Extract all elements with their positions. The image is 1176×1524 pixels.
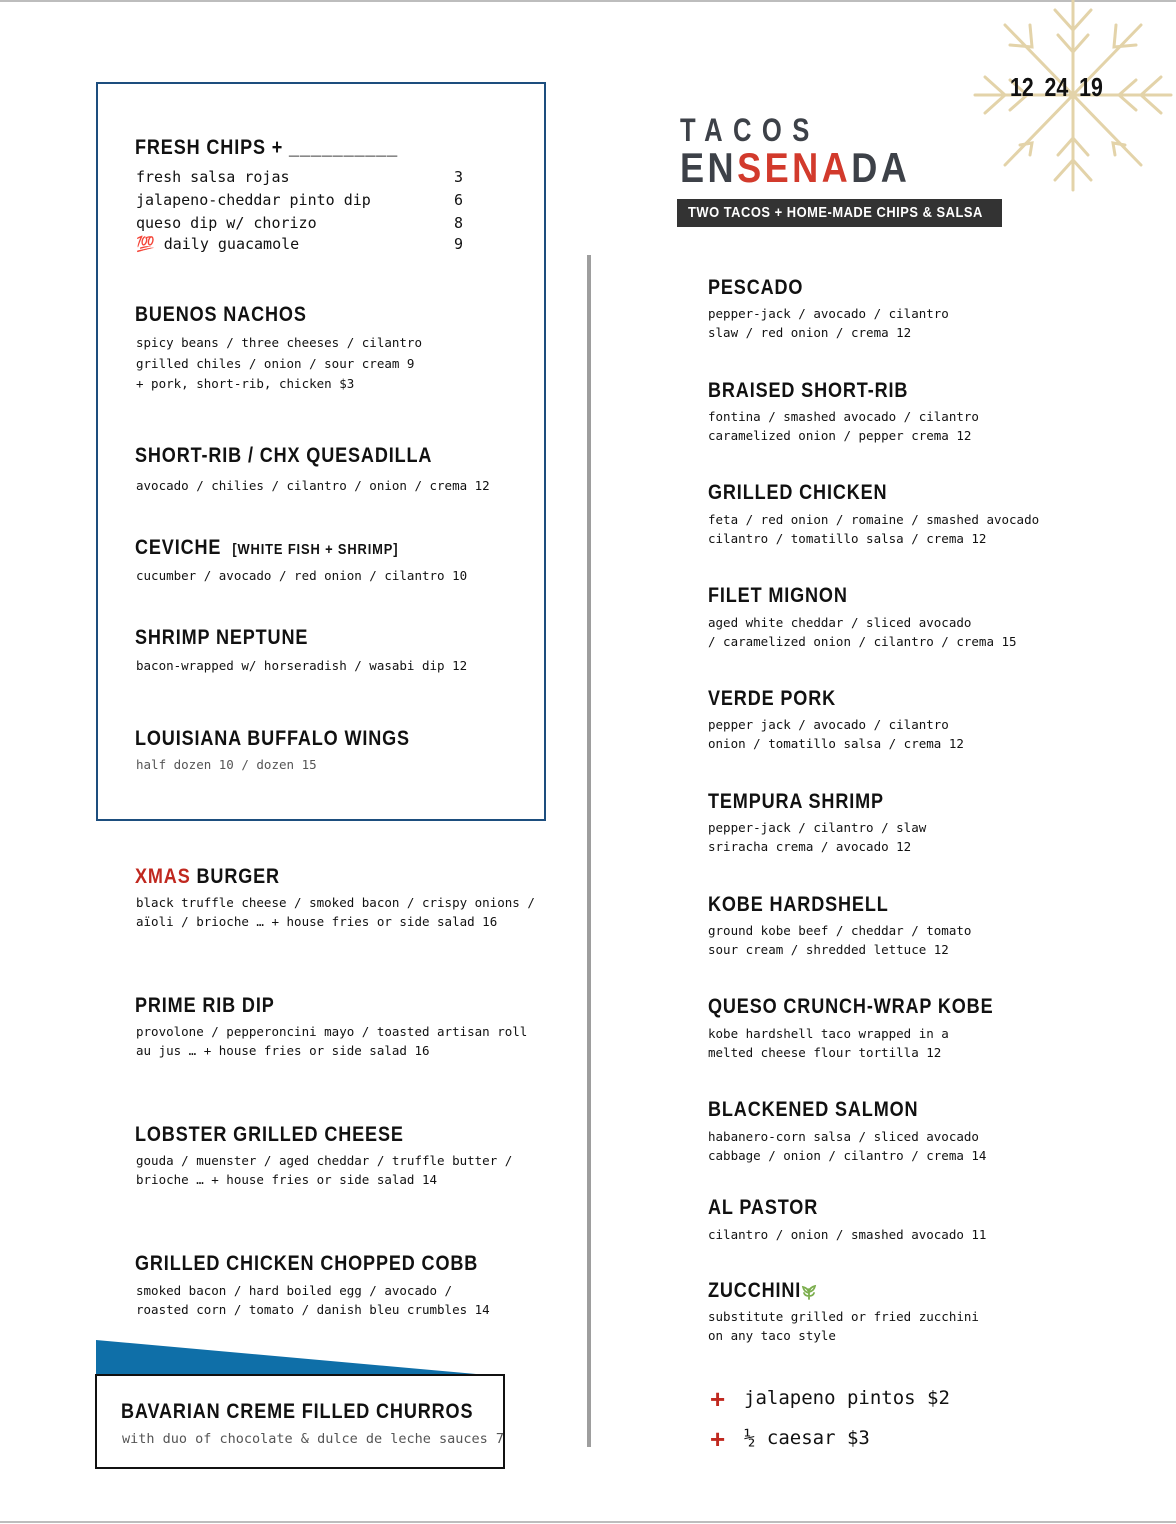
taco-desc xyxy=(708,305,949,342)
xmas-burger-title xyxy=(135,865,280,889)
desc-line: au jus … + house fries or side salad 16 xyxy=(136,1042,430,1058)
desc-line: black truffle cheese / smoked bacon / crispy onions / xyxy=(136,895,535,910)
taco-desc xyxy=(708,511,1039,548)
desc-line: sour cream / shredded lettuce 12 xyxy=(708,941,949,957)
desc-line: gouda / muenster / aged cheddar / truffle butter / xyxy=(136,1153,513,1168)
churros-title: BAVARIAN CREME FILLED CHURROS xyxy=(121,1400,474,1423)
taco-desc xyxy=(708,1226,986,1245)
churros-desc: with duo of chocolate & dulce de leche sauces 7 xyxy=(122,1431,505,1447)
desc-line: onion / tomatillo salsa / crema 12 xyxy=(708,735,964,751)
desc-line: grilled chiles / onion / sour cream 9 xyxy=(136,355,415,371)
desc-line: slaw / red onion / crema 12 xyxy=(708,324,912,340)
desc-line: feta / red onion / romaine / smashed avocado xyxy=(708,512,1040,527)
desc-line: pepper-jack / avocado / cilantro xyxy=(708,306,949,321)
taco-title: QUESO CRUNCH-WRAP KOBE xyxy=(708,995,994,1018)
nachos-desc xyxy=(136,334,422,394)
xmas-burger-desc xyxy=(136,894,535,931)
taco-title: FILET MIGNON xyxy=(708,584,848,607)
taco-desc xyxy=(708,1128,986,1165)
chips-item xyxy=(136,212,476,235)
desc-line: melted cheese flour tortilla 12 xyxy=(708,1044,942,1060)
prime-rib-title: PRIME RIB DIP xyxy=(135,994,275,1017)
desc-line: provolone / pepperoncini mayo / toasted artisan roll xyxy=(136,1024,528,1039)
desc-line: brioche … + house fries or side salad 14 xyxy=(136,1171,438,1187)
chips-item-price: 3 xyxy=(454,168,464,186)
taco-title: BLACKENED SALMON xyxy=(708,1098,919,1121)
xmas-label: XMAS xyxy=(135,865,191,888)
taco-title: KOBE HARDSHELL xyxy=(708,893,889,916)
desc-line: aïoli / brioche … + house fries or side salad 16 xyxy=(136,913,498,929)
desc-line: + pork, short-rib, chicken $3 xyxy=(136,376,355,391)
chips-item-name: queso dip w/ chorizo xyxy=(136,214,317,232)
wings-title: LOUISIANA BUFFALO WINGS xyxy=(135,727,410,750)
ceviche-name: CEVICHE xyxy=(135,536,222,559)
prime-rib-desc xyxy=(136,1023,527,1060)
desc-line: cabbage / onion / cilantro / crema 14 xyxy=(708,1147,987,1163)
ceviche-subtitle: [WHITE FISH + SHRIMP] xyxy=(232,541,399,558)
desc-line: cilantro / tomatillo salsa / crema 12 xyxy=(708,530,987,546)
brand-da: DA xyxy=(851,144,911,191)
dessert-accent-shape xyxy=(96,1340,496,1376)
taco-desc xyxy=(708,408,979,445)
desc-line: smoked bacon / hard boiled egg / avocado / xyxy=(136,1283,453,1298)
taco-title: GRILLED CHICKEN xyxy=(708,481,888,504)
taco-desc xyxy=(708,1308,979,1345)
menu-date: 12 24 19 xyxy=(1010,72,1103,102)
lobster-desc xyxy=(136,1152,512,1189)
taco-desc xyxy=(708,819,926,856)
taco-title: BRAISED SHORT-RIB xyxy=(708,379,909,402)
taco-title: AL PASTOR xyxy=(708,1196,819,1219)
taco-deal-text: TWO TACOS + HOME-MADE CHIPS & SALSA xyxy=(688,204,983,221)
brand-en: EN xyxy=(680,144,738,191)
taco-desc xyxy=(708,1025,949,1062)
taco-title: PESCADO xyxy=(708,276,804,299)
plus-icon: + xyxy=(710,1424,726,1454)
brand-tacos: TACOS xyxy=(680,112,820,148)
shrimp-neptune-title: SHRIMP NEPTUNE xyxy=(135,626,309,649)
ceviche-desc: cucumber / avocado / red onion / cilantro 10 xyxy=(136,568,468,583)
desc-line: habanero-corn salsa / sliced avocado xyxy=(708,1129,979,1144)
quesadilla-desc: avocado / chilies / cilantro / onion / crema 12 xyxy=(136,478,490,493)
cobb-desc xyxy=(136,1282,490,1319)
lobster-title: LOBSTER GRILLED CHEESE xyxy=(135,1123,404,1146)
desc-line: aged white cheddar / sliced avocado xyxy=(708,615,972,630)
chips-item xyxy=(136,189,476,212)
chips-item-name: fresh salsa rojas xyxy=(136,168,290,186)
extra-item: ½ caesar $3 xyxy=(744,1427,870,1449)
desc-line: roasted corn / tomato / danish bleu crumbles 14 xyxy=(136,1301,490,1317)
chips-item xyxy=(136,233,476,256)
taco-title: ZUCCHINI xyxy=(708,1279,802,1302)
desc-line: caramelized onion / pepper crema 12 xyxy=(708,427,972,443)
taco-deal-banner xyxy=(677,199,1002,227)
desc-line: cilantro / onion / smashed avocado 11 xyxy=(708,1227,987,1242)
desc-line: substitute grilled or fried zucchini xyxy=(708,1309,979,1324)
nachos-title: BUENOS NACHOS xyxy=(135,303,307,326)
desc-line: kobe hardshell taco wrapped in a xyxy=(708,1026,949,1041)
chips-title: FRESH CHIPS + __________ xyxy=(135,136,399,159)
chips-item-price: 8 xyxy=(454,214,464,232)
taco-title: TEMPURA SHRIMP xyxy=(708,790,884,813)
desc-line: on any taco style xyxy=(708,1327,836,1343)
chips-item xyxy=(136,166,476,189)
ceviche-title xyxy=(135,536,398,560)
wings-desc: half dozen 10 / dozen 15 xyxy=(136,757,317,772)
desc-line: ground kobe beef / cheddar / tomato xyxy=(708,923,972,938)
quesadilla-title: SHORT-RIB / CHX QUESADILLA xyxy=(135,444,433,467)
brand-sena: SENA xyxy=(737,144,852,191)
vegetarian-leaf-icon xyxy=(800,1283,818,1301)
burger-label: BURGER xyxy=(196,865,280,888)
plus-icon: + xyxy=(710,1384,726,1414)
desc-line: / caramelized onion / cilantro / crema 15 xyxy=(708,633,1017,649)
shrimp-neptune-desc: bacon-wrapped w/ horseradish / wasabi dip 12 xyxy=(136,658,468,673)
bottom-border xyxy=(0,1521,1176,1523)
chips-item-price: 6 xyxy=(454,191,464,209)
desc-line: sriracha crema / avocado 12 xyxy=(708,838,912,854)
desc-line: pepper-jack / cilantro / slaw xyxy=(708,820,927,835)
taco-desc xyxy=(708,922,971,959)
chips-item-name: jalapeno-cheddar pinto dip xyxy=(136,191,371,209)
chips-item-price: 9 xyxy=(454,235,464,253)
desc-line: fontina / smashed avocado / cilantro xyxy=(708,409,979,424)
desc-line: pepper jack / avocado / cilantro xyxy=(708,717,949,732)
desc-line: spicy beans / three cheeses / cilantro xyxy=(136,335,422,350)
taco-desc xyxy=(708,716,964,753)
column-divider xyxy=(587,255,591,1447)
brand-ensenada xyxy=(680,144,910,192)
taco-title: VERDE PORK xyxy=(708,687,837,710)
cobb-title: GRILLED CHICKEN CHOPPED COBB xyxy=(135,1252,479,1275)
chips-item-name: 💯 daily guacamole xyxy=(136,235,300,253)
extra-item: jalapeno pintos $2 xyxy=(744,1387,950,1409)
taco-desc xyxy=(708,614,1017,651)
